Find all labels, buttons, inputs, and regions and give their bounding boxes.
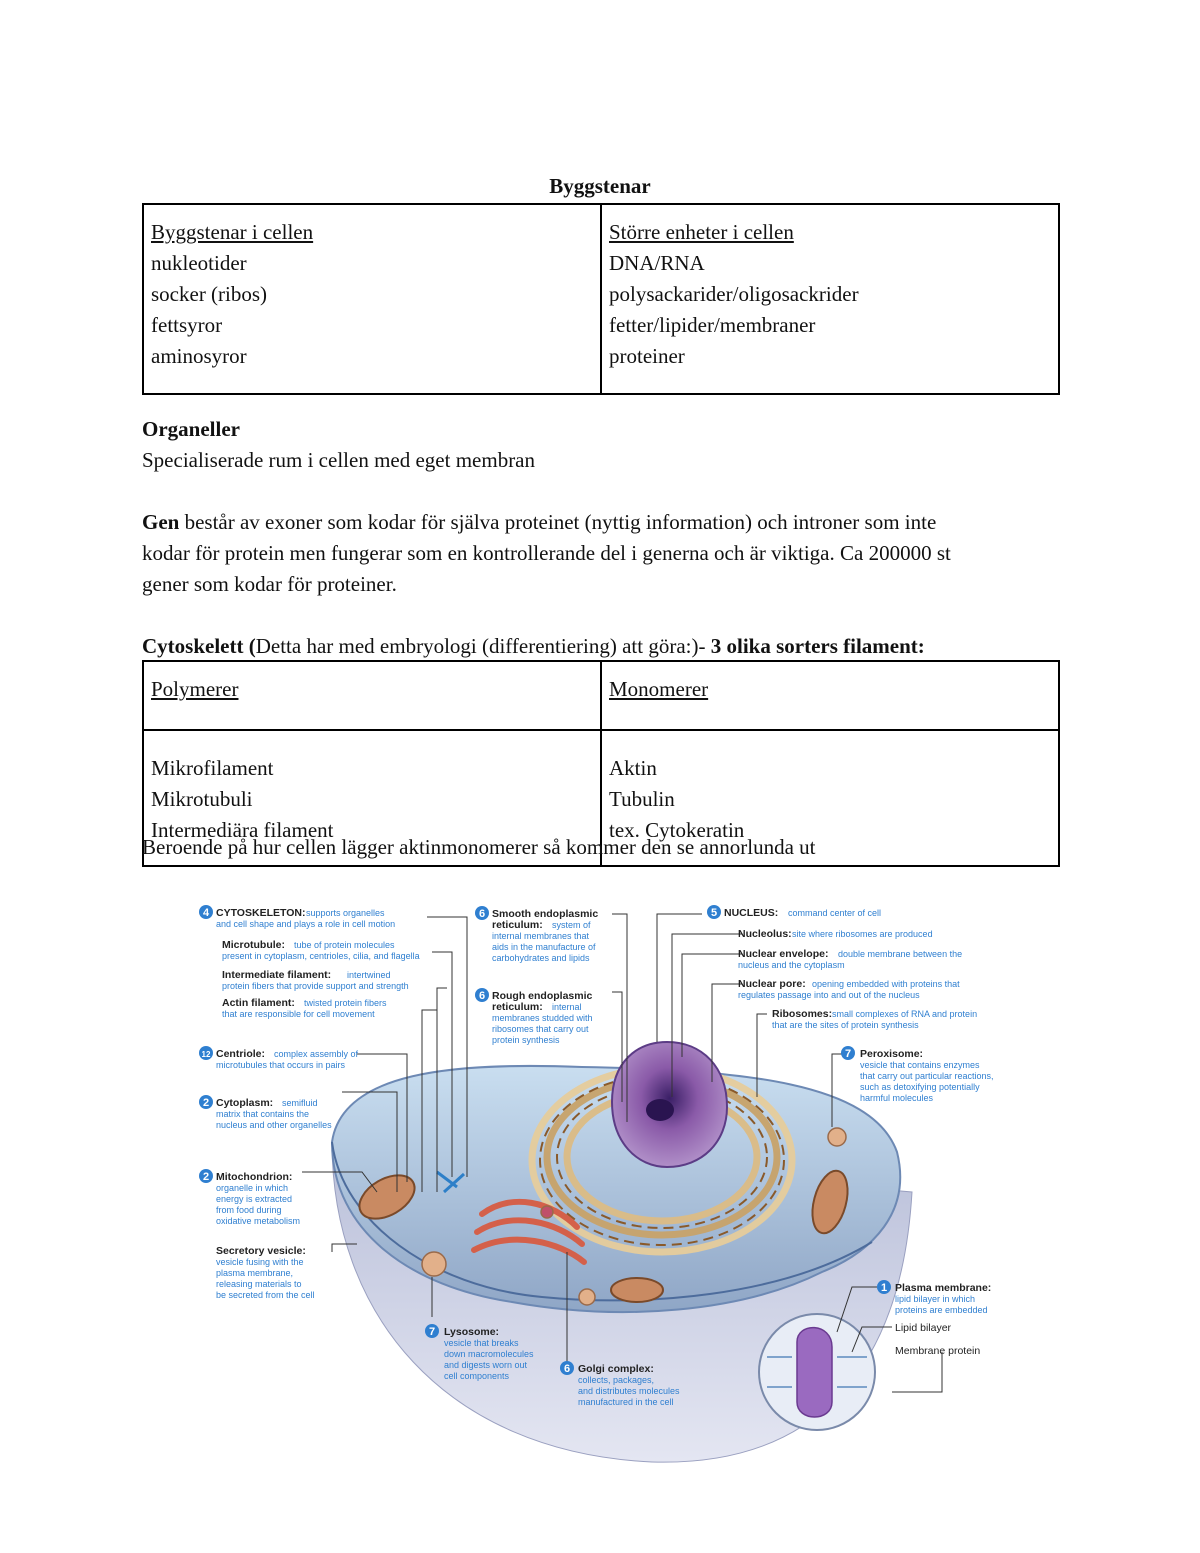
organeller-section bbox=[142, 414, 1062, 476]
svg-text:ribosomes that carry out: ribosomes that carry out bbox=[492, 1024, 589, 1034]
svg-text:Ribosomes:: Ribosomes: bbox=[772, 1008, 833, 1020]
svg-text:small complexes of RNA and pro: small complexes of RNA and protein bbox=[832, 1009, 978, 1019]
svg-text:Nuclear envelope:: Nuclear envelope: bbox=[738, 948, 829, 960]
svg-text:Nucleolus:: Nucleolus: bbox=[738, 928, 792, 940]
svg-text:supports organelles: supports organelles bbox=[306, 908, 385, 918]
svg-text:Secretory vesicle:: Secretory vesicle: bbox=[216, 1245, 306, 1257]
svg-text:organelle in which: organelle in which bbox=[216, 1183, 289, 1193]
svg-text:energy is extracted: energy is extracted bbox=[216, 1194, 293, 1204]
svg-text:CYTOSKELETON:: CYTOSKELETON: bbox=[216, 907, 306, 919]
svg-text:Mitochondrion:: Mitochondrion: bbox=[216, 1171, 293, 1183]
svg-text:5: 5 bbox=[710, 907, 718, 919]
label-actin-filament bbox=[222, 997, 387, 1019]
membrane-protein bbox=[797, 1328, 832, 1417]
label-cytoskeleton bbox=[199, 905, 395, 929]
svg-text:opening embedded with proteins: opening embedded with proteins that bbox=[812, 979, 960, 989]
table2-left-item: Mikrotubuli bbox=[151, 787, 253, 811]
table2-right-item: Tubulin bbox=[609, 787, 675, 811]
svg-text:protein synthesis: protein synthesis bbox=[492, 1035, 560, 1045]
svg-text:Actin filament:: Actin filament: bbox=[222, 997, 295, 1009]
svg-text:1: 1 bbox=[880, 1282, 888, 1294]
svg-text:oxidative metabolism: oxidative metabolism bbox=[216, 1216, 301, 1226]
table1-left-cell bbox=[143, 204, 601, 394]
svg-text:membranes studded with: membranes studded with bbox=[492, 1013, 593, 1023]
label-peroxisome bbox=[841, 1046, 994, 1103]
svg-text:present in cytoplasm, centriol: present in cytoplasm, centrioles, cilia, and flagella bbox=[222, 951, 420, 961]
svg-text:7: 7 bbox=[428, 1326, 436, 1338]
gen-term: Gen bbox=[142, 510, 180, 534]
svg-text:and digests worn out: and digests worn out bbox=[444, 1360, 528, 1370]
svg-text:Intermediate filament:: Intermediate filament: bbox=[222, 969, 332, 981]
svg-text:4: 4 bbox=[202, 907, 210, 919]
svg-text:Nuclear pore:: Nuclear pore: bbox=[738, 978, 806, 990]
label-lipid-bilayer bbox=[895, 1322, 952, 1334]
table2-left-item: Mikrofilament bbox=[151, 756, 274, 780]
svg-text:and distributes molecules: and distributes molecules bbox=[578, 1386, 680, 1396]
svg-text:aids in the manufacture of: aids in the manufacture of bbox=[492, 942, 596, 952]
svg-text:6: 6 bbox=[478, 990, 486, 1002]
cell-diagram bbox=[182, 892, 1022, 1490]
svg-text:proteins are embedded: proteins are embedded bbox=[895, 1305, 988, 1315]
organeller-heading: Organeller bbox=[142, 417, 240, 441]
svg-text:manufactured in the cell: manufactured in the cell bbox=[578, 1397, 674, 1407]
cytoskelett-heading bbox=[142, 631, 1062, 662]
svg-text:Cytoplasm:: Cytoplasm: bbox=[216, 1097, 274, 1109]
table1-left-item: aminosyror bbox=[151, 344, 247, 368]
label-nuclear-pore bbox=[738, 978, 960, 1000]
label-membrane-protein bbox=[895, 1345, 980, 1357]
svg-text:site where ribosomes are produ: site where ribosomes are produced bbox=[792, 929, 933, 939]
svg-text:be secreted from the cell: be secreted from the cell bbox=[216, 1290, 315, 1300]
svg-text:Peroxisome:: Peroxisome: bbox=[860, 1048, 924, 1060]
label-centriole bbox=[199, 1046, 359, 1070]
table1-right-item: proteiner bbox=[609, 344, 685, 368]
svg-text:7: 7 bbox=[844, 1048, 852, 1060]
svg-text:Lipid bilayer: Lipid bilayer bbox=[895, 1322, 952, 1334]
label-plasma-membrane bbox=[877, 1280, 991, 1315]
svg-text:cell components: cell components bbox=[444, 1371, 510, 1381]
svg-text:that are the sites of protein: that are the sites of protein synthesis bbox=[772, 1020, 919, 1030]
table1-left-item: nukleotider bbox=[151, 251, 247, 275]
svg-text:and cell shape and plays a rol: and cell shape and plays a role in cell motion bbox=[216, 919, 396, 929]
svg-text:microtubules that occurs in pa: microtubules that occurs in pairs bbox=[216, 1060, 346, 1070]
table2-left-header: Polymerer bbox=[151, 677, 239, 701]
svg-text:matrix that contains the: matrix that contains the bbox=[216, 1109, 310, 1119]
svg-text:nucleus and the cytoplasm: nucleus and the cytoplasm bbox=[738, 960, 845, 970]
table2-right-header: Monomerer bbox=[609, 677, 709, 701]
label-mitochondrion bbox=[199, 1169, 300, 1226]
svg-text:internal: internal bbox=[552, 1002, 582, 1012]
svg-text:regulates passage into and out: regulates passage into and out of the nucleus bbox=[738, 990, 920, 1000]
table1-right-item: polysackarider/oligosackrider bbox=[609, 282, 859, 306]
svg-text:intertwined: intertwined bbox=[347, 970, 391, 980]
table1-right-cell bbox=[601, 204, 1059, 394]
svg-text:Plasma membrane:: Plasma membrane: bbox=[895, 1282, 992, 1294]
after-table-line: Beroende på hur cellen lägger aktinmonomerer så kommer den se annorlunda ut bbox=[142, 835, 816, 859]
table1-right-item: DNA/RNA bbox=[609, 251, 705, 275]
document-title: Byggstenar bbox=[549, 174, 651, 198]
svg-text:collects, packages,: collects, packages, bbox=[578, 1375, 655, 1385]
table1-right-item: fetter/lipider/membraner bbox=[609, 313, 816, 337]
svg-text:double membrane between the: double membrane between the bbox=[838, 949, 963, 959]
svg-text:Membrane protein: Membrane protein bbox=[895, 1345, 981, 1357]
label-secretory-vesicle bbox=[216, 1245, 315, 1300]
svg-text:NUCLEUS:: NUCLEUS: bbox=[724, 907, 779, 919]
gen-text-line: kodar för protein men fungerar som en kontrollerande del i generna och är viktiga. Ca 200000 st bbox=[142, 541, 951, 565]
svg-text:internal membranes that: internal membranes that bbox=[492, 931, 590, 941]
gen-paragraph bbox=[142, 507, 1062, 600]
table2-right-item: tex. Cytokeratin bbox=[609, 818, 745, 842]
table2-left-header-cell bbox=[143, 661, 601, 730]
svg-text:reticulum:: reticulum: bbox=[492, 1001, 543, 1013]
svg-text:that are responsible for cell: that are responsible for cell movement bbox=[222, 1009, 375, 1019]
svg-text:harmful molecules: harmful molecules bbox=[860, 1093, 934, 1103]
svg-text:Microtubule:: Microtubule: bbox=[222, 939, 285, 951]
label-microtubule bbox=[222, 939, 420, 961]
svg-text:Centriole:: Centriole: bbox=[216, 1048, 266, 1060]
label-intermediate-filament bbox=[222, 969, 409, 991]
svg-text:vesicle that breaks: vesicle that breaks bbox=[444, 1338, 519, 1348]
table2-right-item: Aktin bbox=[609, 756, 657, 780]
svg-text:complex assembly of: complex assembly of bbox=[274, 1049, 359, 1059]
svg-text:system of: system of bbox=[552, 920, 591, 930]
svg-text:Rough endoplasmic: Rough endoplasmic bbox=[492, 990, 593, 1002]
svg-text:that carry out particular reac: that carry out particular reactions, bbox=[860, 1071, 994, 1081]
label-ribosomes bbox=[772, 1008, 977, 1030]
table2-left-item: Intermediära filament bbox=[151, 818, 334, 842]
svg-text:protein fibers that provide su: protein fibers that provide support and strength bbox=[222, 981, 409, 991]
svg-text:nucleus and other organelles: nucleus and other organelles bbox=[216, 1120, 332, 1130]
svg-text:Golgi complex:: Golgi complex: bbox=[578, 1363, 654, 1375]
nucleolus bbox=[646, 1099, 674, 1121]
svg-text:down macromolecules: down macromolecules bbox=[444, 1349, 534, 1359]
gen-text-line: består av exoner som kodar för själva proteinet (nyttig information) och introner som inte bbox=[179, 510, 937, 534]
svg-text:6: 6 bbox=[478, 908, 486, 920]
table1-left-item: socker (ribos) bbox=[151, 282, 268, 306]
table1-right-header: Större enheter i cellen bbox=[609, 220, 794, 244]
cytoskelett-term: Cytoskelett ( bbox=[142, 634, 256, 658]
label-nuclear-envelope bbox=[738, 948, 962, 970]
label-rough-er bbox=[475, 988, 593, 1045]
svg-text:plasma membrane,: plasma membrane, bbox=[216, 1268, 294, 1278]
label-nucleus bbox=[707, 905, 881, 919]
svg-text:6: 6 bbox=[563, 1363, 571, 1375]
svg-text:carbohydrates and lipids: carbohydrates and lipids bbox=[492, 953, 590, 963]
svg-text:2: 2 bbox=[202, 1171, 210, 1183]
svg-text:vesicle fusing with the: vesicle fusing with the bbox=[216, 1257, 304, 1267]
gen-text-line: gener som kodar för proteiner. bbox=[142, 572, 397, 596]
svg-text:Lysosome:: Lysosome: bbox=[444, 1326, 500, 1338]
table1-left-item: fettsyror bbox=[151, 313, 223, 337]
after-table-text bbox=[142, 832, 1062, 863]
building-blocks-table bbox=[142, 203, 1060, 395]
svg-text:12: 12 bbox=[201, 1050, 211, 1059]
svg-text:command center of cell: command center of cell bbox=[788, 908, 882, 918]
svg-text:lipid bilayer in which: lipid bilayer in which bbox=[895, 1294, 976, 1304]
label-cytoplasm bbox=[199, 1095, 332, 1130]
svg-text:such as detoxifying potentiall: such as detoxifying potentially bbox=[860, 1082, 980, 1092]
cytoskelett-filament-count: 3 olika sorters filament: bbox=[710, 634, 925, 658]
svg-text:releasing materials to: releasing materials to bbox=[216, 1279, 302, 1289]
table2-right-header-cell bbox=[601, 661, 1059, 730]
organeller-text: Specialiserade rum i cellen med eget membran bbox=[142, 448, 536, 472]
svg-text:from food during: from food during bbox=[216, 1205, 282, 1215]
svg-text:reticulum:: reticulum: bbox=[492, 919, 543, 931]
table1-left-header: Byggstenar i cellen bbox=[151, 220, 314, 244]
svg-text:semifluid: semifluid bbox=[282, 1098, 318, 1108]
svg-text:2: 2 bbox=[202, 1097, 210, 1109]
label-nucleolus bbox=[738, 928, 933, 940]
svg-text:twisted protein fibers: twisted protein fibers bbox=[304, 998, 387, 1008]
svg-text:vesicle that contains enzymes: vesicle that contains enzymes bbox=[860, 1060, 980, 1070]
label-smooth-er bbox=[475, 906, 598, 963]
svg-text:tube of protein molecules: tube of protein molecules bbox=[294, 940, 395, 950]
svg-text:Smooth endoplasmic: Smooth endoplasmic bbox=[492, 908, 599, 920]
cytoskelett-text: Detta har med embryologi (differentiering) att göra:)- bbox=[255, 634, 711, 658]
